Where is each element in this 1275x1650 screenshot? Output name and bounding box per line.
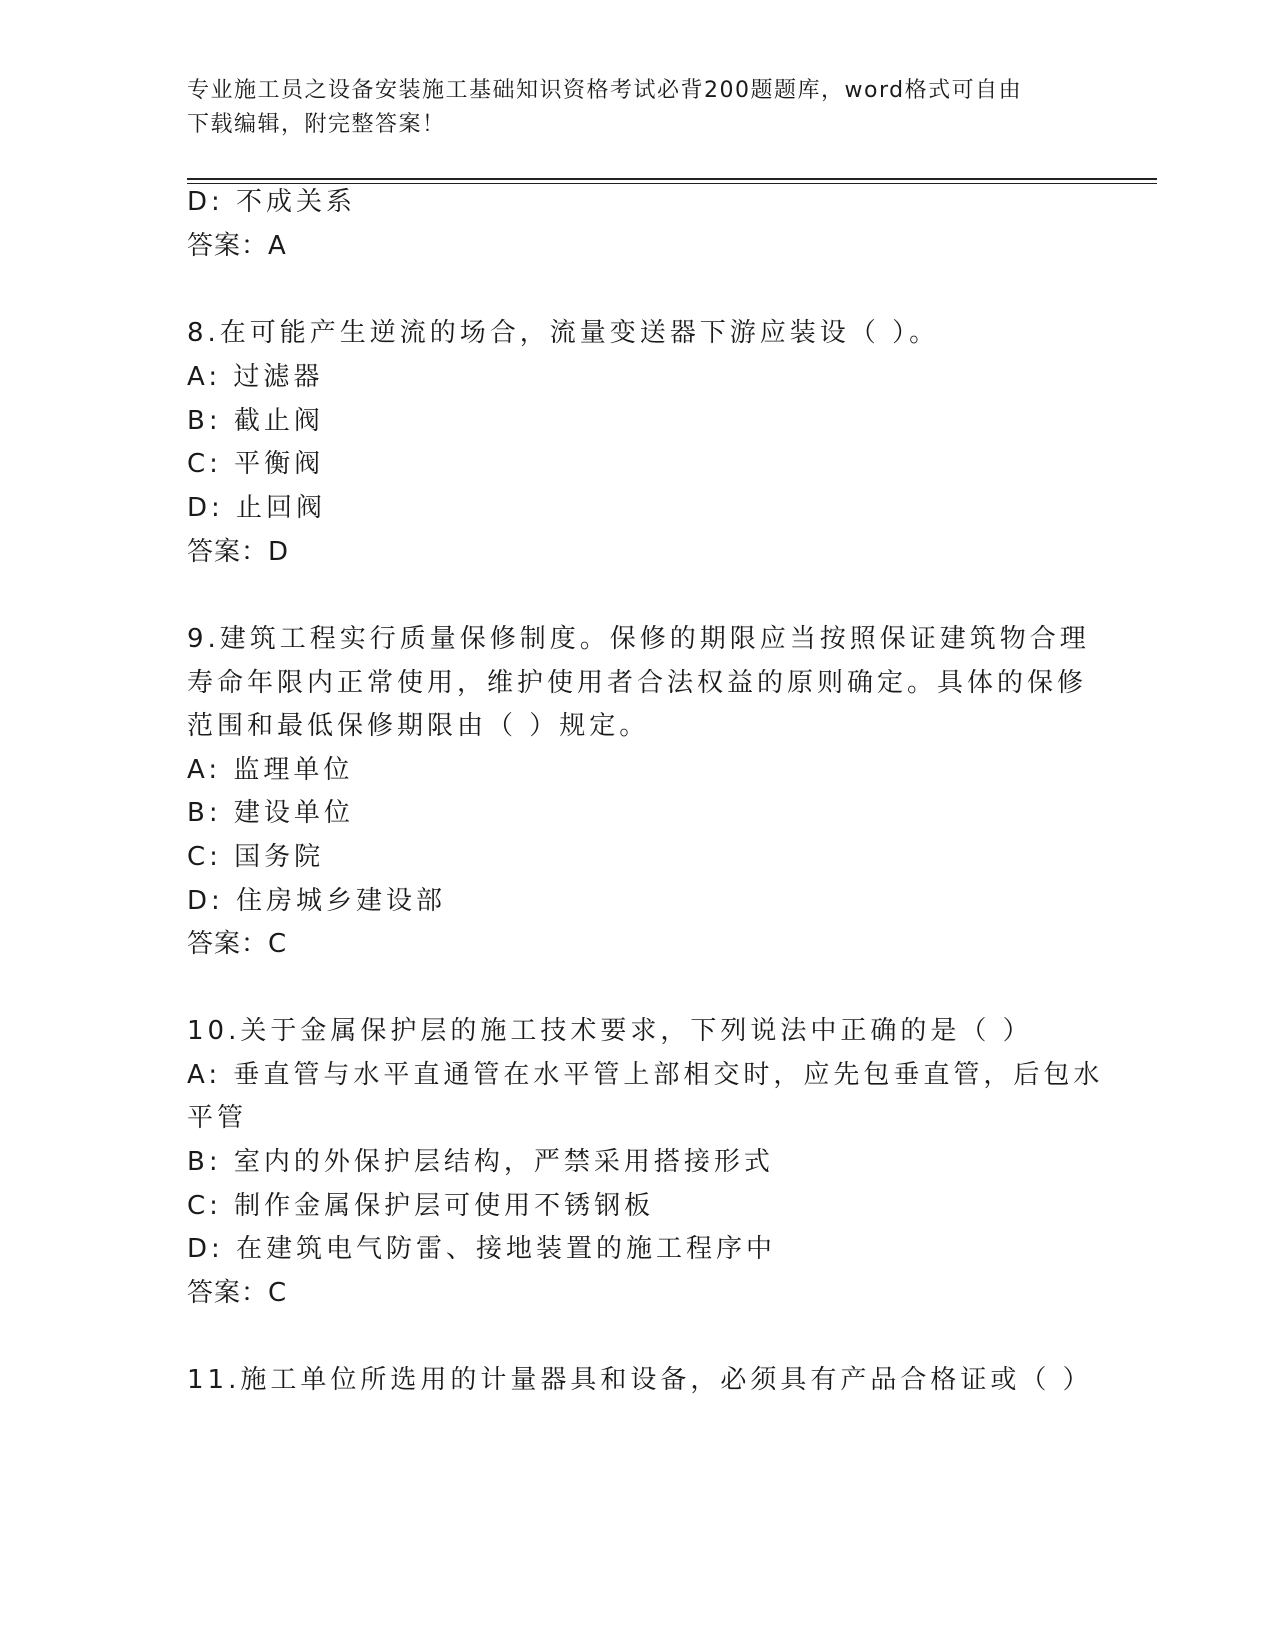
q9-stem-line-2: 寿命年限内正常使用，维护使用者合法权益的原则确定。具体的保修 [187,668,1088,698]
q9-stem-line-1: 9.建筑工程实行质量保修制度。保修的期限应当按照保证建筑物合理 [187,624,1090,654]
q10-option-c: C: 制作金属保护层可使用不锈钢板 [187,1191,655,1221]
header-rule-thin [187,183,1157,184]
q8-stem: 8.在可能产生逆流的场合，流量变送器下游应装设（ ）。 [187,318,940,348]
header-line-1: 专业施工员之设备安装施工基础知识资格考试必背200题题库，word格式可自由 [187,78,1023,103]
q8-answer: 答案：D [187,537,290,567]
q8-option-b: B: 截止阀 [187,406,324,436]
q7-answer: 答案：A [187,231,287,261]
q8-option-d: D: 止回阀 [187,493,327,523]
q11-stem: 11.施工单位所选用的计量器具和设备，必须具有产品合格证或（ ） [187,1365,1093,1395]
q9-stem-line-3: 范围和最低保修期限由（ ）规定。 [187,711,650,741]
document-header [187,74,1067,142]
header-rule-thick [187,178,1157,180]
q9-option-d: D: 住房城乡建设部 [187,886,447,916]
q9-option-a: A: 监理单位 [187,755,354,785]
q7-option-d: D: 不成关系 [187,187,357,217]
q10-option-d: D: 在建筑电气防雷、接地装置的施工程序中 [187,1234,777,1264]
q10-stem: 10.关于金属保护层的施工技术要求，下列说法中正确的是（ ） [187,1016,1033,1046]
header-line-2: 下载编辑，附完整答案！ [187,112,446,137]
q10-option-a-line-1: A: 垂直管与水平直通管在水平管上部相交时，应先包垂直管，后包水 [187,1060,1104,1090]
q8-option-c: C: 平衡阀 [187,449,325,479]
q9-option-c: C: 国务院 [187,842,325,872]
q10-option-a-line-2: 平管 [187,1103,248,1133]
q9-answer: 答案：C [187,929,288,959]
q10-answer: 答案：C [187,1278,288,1308]
q8-option-a: A: 过滤器 [187,362,324,392]
q9-option-b: B: 建设单位 [187,798,354,828]
q10-option-b: B: 室内的外保护层结构，严禁采用搭接形式 [187,1147,774,1177]
